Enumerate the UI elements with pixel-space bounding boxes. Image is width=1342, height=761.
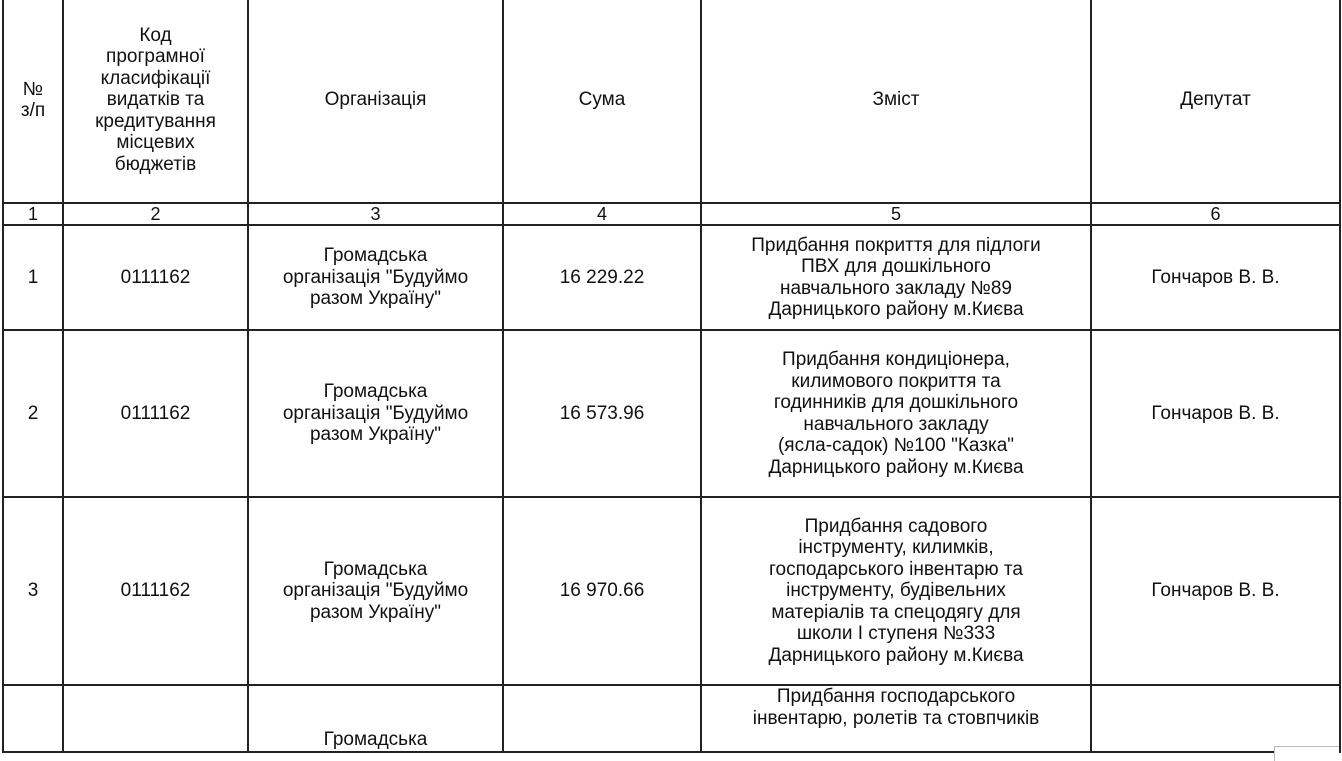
row-organization: Громадська організація "Будуймо разом Україну" <box>248 225 503 330</box>
row-content: Придбання садового інструменту, килимків, господарського інвентарю та інструменту, будівельних матеріалів та спецодягу для школи І ступеня №333 Дарницького району м.Києва <box>701 497 1091 685</box>
row-code: 0111162 <box>63 330 248 497</box>
corner-stamp <box>1274 746 1339 761</box>
header-code: Код програмної класифікації видатків та кредитування місцевих бюджетів <box>63 0 248 203</box>
index-cell: 3 <box>248 203 503 225</box>
row-organization: Громадська організація "Будуймо разом Україну" <box>248 330 503 497</box>
row-num <box>3 685 63 752</box>
row-content: Придбання кондиціонера, килимового покриття та годинників для дошкільного навчального закладу (ясла-садок) №100 "Казка" Дарницького району м.Києва <box>701 330 1091 497</box>
row-num: 1 <box>3 225 63 330</box>
table-row <box>3 497 1340 685</box>
index-cell: 4 <box>503 203 701 225</box>
budget-table <box>2 0 1341 753</box>
header-num: № з/п <box>3 0 63 203</box>
header-deputy: Депутат <box>1091 0 1340 203</box>
index-cell: 2 <box>63 203 248 225</box>
row-num: 3 <box>3 497 63 685</box>
table-row <box>3 330 1340 497</box>
column-index-row <box>3 203 1340 225</box>
row-sum: 16 229.22 <box>503 225 701 330</box>
row-deputy: Гончаров В. В. <box>1091 497 1340 685</box>
header-content: Зміст <box>701 0 1091 203</box>
row-code <box>63 685 248 752</box>
header-organization: Організація <box>248 0 503 203</box>
row-sum: 16 573.96 <box>503 330 701 497</box>
row-code: 0111162 <box>63 497 248 685</box>
row-content: Придбання господарського інвентарю, ролетів та стовпчиків <box>701 685 1091 752</box>
row-organization: Громадська <box>248 685 503 752</box>
row-num: 2 <box>3 330 63 497</box>
table-row <box>3 685 1340 752</box>
header-row <box>3 0 1340 203</box>
index-cell: 6 <box>1091 203 1340 225</box>
table-row <box>3 225 1340 330</box>
index-cell: 5 <box>701 203 1091 225</box>
index-cell: 1 <box>3 203 63 225</box>
header-sum: Сума <box>503 0 701 203</box>
row-code: 0111162 <box>63 225 248 330</box>
row-deputy <box>1091 685 1340 752</box>
row-deputy: Гончаров В. В. <box>1091 225 1340 330</box>
row-sum <box>503 685 701 752</box>
row-sum: 16 970.66 <box>503 497 701 685</box>
row-content: Придбання покриття для підлоги ПВХ для дошкільного навчального закладу №89 Дарницького району м.Києва <box>701 225 1091 330</box>
row-organization: Громадська організація "Будуймо разом Україну" <box>248 497 503 685</box>
row-deputy: Гончаров В. В. <box>1091 330 1340 497</box>
